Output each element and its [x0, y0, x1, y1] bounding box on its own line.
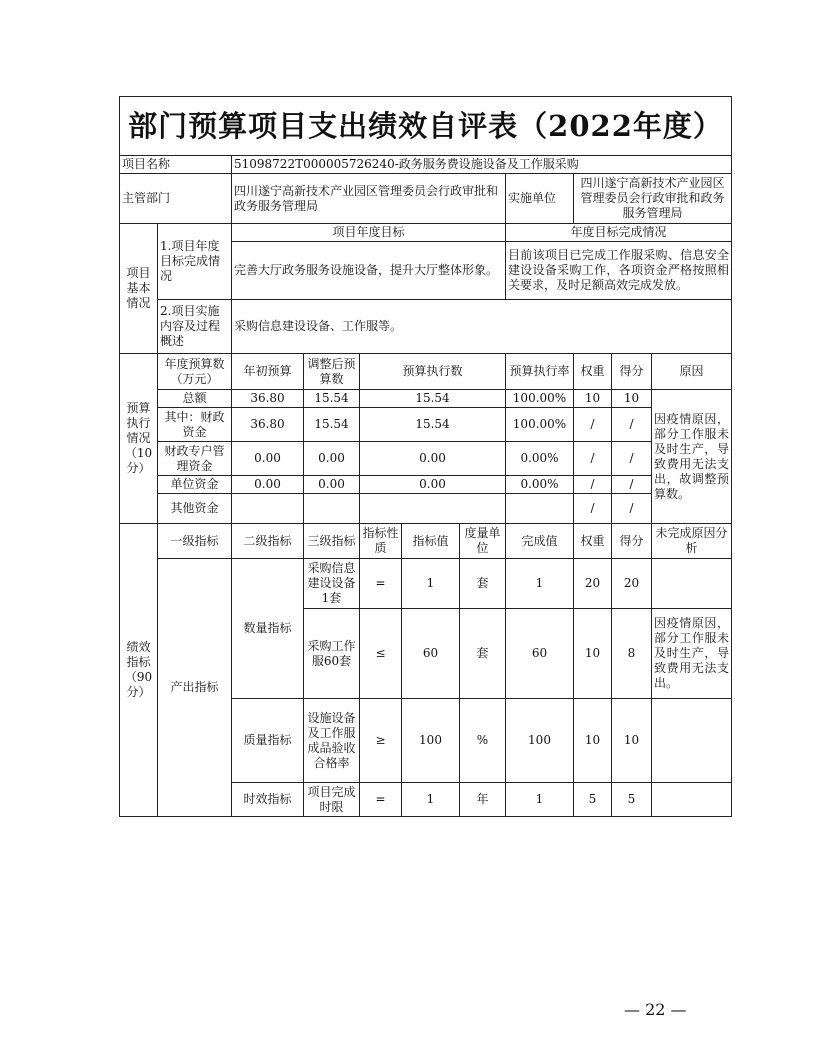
- perf-header-level2: 二级指标: [232, 524, 304, 559]
- budget-cell-initial: [232, 494, 304, 524]
- budget-cell-weight: /: [574, 476, 612, 494]
- perf-header-value: 指标值: [402, 524, 460, 559]
- budget-cell-executed: 15.54: [360, 408, 506, 442]
- budget-header-reason: 原因: [652, 354, 732, 390]
- budget-cell-adjusted: [304, 494, 360, 524]
- content-row-label: 2.项目实施内容及过程概述: [158, 300, 232, 354]
- budget-cell-adjusted: 15.54: [304, 390, 360, 408]
- project-name-value: 51098722T000005726240-政务服务费设施设备及工作服采购: [232, 156, 732, 174]
- budget-section-label: 预算执行情况（10分）: [120, 354, 158, 524]
- budget-header-year: 年度预算数（万元）: [158, 354, 232, 390]
- perf-header-weight: 权重: [574, 524, 612, 559]
- perf-reason: [652, 699, 732, 783]
- budget-header-initial: 年初预算: [232, 354, 304, 390]
- budget-reason: 因疫情原因，部分工作服未及时生产，导致费用无法支出，故调整预算数。: [652, 390, 732, 524]
- perf-value: 100: [402, 699, 460, 783]
- budget-cell-initial: 0.00: [232, 442, 304, 476]
- perf-level3: 采购工作服60套: [304, 609, 360, 699]
- perf-unit: 年: [460, 783, 506, 817]
- goal-row-label: 1.项目年度目标完成情况: [158, 224, 232, 300]
- budget-cell-rate: 0.00%: [506, 442, 574, 476]
- perf-value: 1: [402, 559, 460, 609]
- perf-nature: =: [360, 559, 402, 609]
- budget-cell-score: /: [612, 494, 652, 524]
- budget-header-weight: 权重: [574, 354, 612, 390]
- perf-unit: %: [460, 699, 506, 783]
- impl-unit-value: 四川遂宁高新技术产业园区管理委员会行政审批和政务服务管理局: [574, 174, 732, 224]
- perf-level1: 产出指标: [158, 559, 232, 817]
- perf-level3: 设施设备及工作服成品验收合格率: [304, 699, 360, 783]
- budget-cell-executed: 0.00: [360, 476, 506, 494]
- perf-level3: 采购信息建设设备1套: [304, 559, 360, 609]
- completion-header: 年度目标完成情况: [506, 224, 732, 242]
- perf-header-level1: 一级指标: [158, 524, 232, 559]
- perf-header-level3: 三级指标: [304, 524, 360, 559]
- impl-unit-label: 实施单位: [506, 174, 574, 224]
- basic-section-label: 项目基本情况: [120, 224, 158, 354]
- perf-done: 1: [506, 559, 574, 609]
- budget-cell-weight: /: [574, 494, 612, 524]
- dept-label: 主管部门: [120, 174, 232, 224]
- perf-weight: 10: [574, 609, 612, 699]
- budget-cell-adjusted: 0.00: [304, 476, 360, 494]
- perf-score: 8: [612, 609, 652, 699]
- budget-header-score: 得分: [612, 354, 652, 390]
- budget-cell-executed: 0.00: [360, 442, 506, 476]
- budget-cell-initial: 36.80: [232, 408, 304, 442]
- perf-score: 5: [612, 783, 652, 817]
- perf-level2: 质量指标: [232, 699, 304, 783]
- perf-weight: 5: [574, 783, 612, 817]
- budget-cell-score: /: [612, 442, 652, 476]
- budget-row-label: 财政专户管理资金: [158, 442, 232, 476]
- budget-cell-rate: 100.00%: [506, 390, 574, 408]
- perf-header-done: 完成值: [506, 524, 574, 559]
- budget-cell-weight: /: [574, 408, 612, 442]
- page-number: — 22 —: [624, 1000, 687, 1019]
- budget-cell-score: 10: [612, 390, 652, 408]
- perf-done: 60: [506, 609, 574, 699]
- page-title: 部门预算项目支出绩效自评表（2022年度）: [120, 97, 732, 156]
- budget-cell-weight: /: [574, 442, 612, 476]
- perf-level2: 数量指标: [232, 559, 304, 699]
- perf-header-score: 得分: [612, 524, 652, 559]
- budget-row-label: 其中：财政资金: [158, 408, 232, 442]
- budget-row-label: 其他资金: [158, 494, 232, 524]
- perf-header-reason: 未完成原因分析: [652, 524, 732, 559]
- budget-cell-initial: 36.80: [232, 390, 304, 408]
- goal-text: 完善大厅政务服务设施设备，提升大厅整体形象。: [232, 242, 506, 300]
- perf-weight: 20: [574, 559, 612, 609]
- budget-cell-adjusted: 15.54: [304, 408, 360, 442]
- budget-row-label: 总额: [158, 390, 232, 408]
- budget-cell-rate: 0.00%: [506, 476, 574, 494]
- budget-cell-score: /: [612, 476, 652, 494]
- perf-unit: 套: [460, 559, 506, 609]
- budget-header-rate: 预算执行率: [506, 354, 574, 390]
- goal-header: 项目年度目标: [232, 224, 506, 242]
- budget-cell-executed: [360, 494, 506, 524]
- budget-cell-rate: 100.00%: [506, 408, 574, 442]
- perf-reason: [652, 559, 732, 609]
- budget-cell-rate: [506, 494, 574, 524]
- perf-header-unit: 度量单位: [460, 524, 506, 559]
- perf-reason: 因疫情原因，部分工作服未及时生产，导致费用无法支出。: [652, 609, 732, 699]
- budget-cell-adjusted: 0.00: [304, 442, 360, 476]
- budget-row-label: 单位资金: [158, 476, 232, 494]
- perf-header-nature: 指标性质: [360, 524, 402, 559]
- budget-cell-executed: 15.54: [360, 390, 506, 408]
- perf-reason: [652, 783, 732, 817]
- project-name-label: 项目名称: [120, 156, 232, 174]
- perf-value: 60: [402, 609, 460, 699]
- self-evaluation-table: [119, 96, 732, 817]
- perf-level2: 时效指标: [232, 783, 304, 817]
- perf-score: 20: [612, 559, 652, 609]
- dept-value: 四川遂宁高新技术产业园区管理委员会行政审批和政务服务管理局: [232, 174, 506, 224]
- budget-cell-weight: 10: [574, 390, 612, 408]
- perf-score: 10: [612, 699, 652, 783]
- budget-header-executed: 预算执行数: [360, 354, 506, 390]
- perf-weight: 10: [574, 699, 612, 783]
- perf-done: 100: [506, 699, 574, 783]
- perf-level3: 项目完成时限: [304, 783, 360, 817]
- content-text: 采购信息建设设备、工作服等。: [232, 300, 732, 354]
- performance-section-label: 绩效指标（90分）: [120, 524, 158, 817]
- perf-nature: ≥: [360, 699, 402, 783]
- perf-value: 1: [402, 783, 460, 817]
- perf-unit: 套: [460, 609, 506, 699]
- budget-cell-score: /: [612, 408, 652, 442]
- budget-header-adjusted: 调整后预算数: [304, 354, 360, 390]
- budget-cell-initial: 0.00: [232, 476, 304, 494]
- perf-nature: ≤: [360, 609, 402, 699]
- completion-text: 目前该项目已完成工作服采购、信息安全建设设备采购工作，各项资金严格按照相关要求，及时足额高效完成发放。: [506, 242, 732, 300]
- perf-done: 1: [506, 783, 574, 817]
- perf-nature: =: [360, 783, 402, 817]
